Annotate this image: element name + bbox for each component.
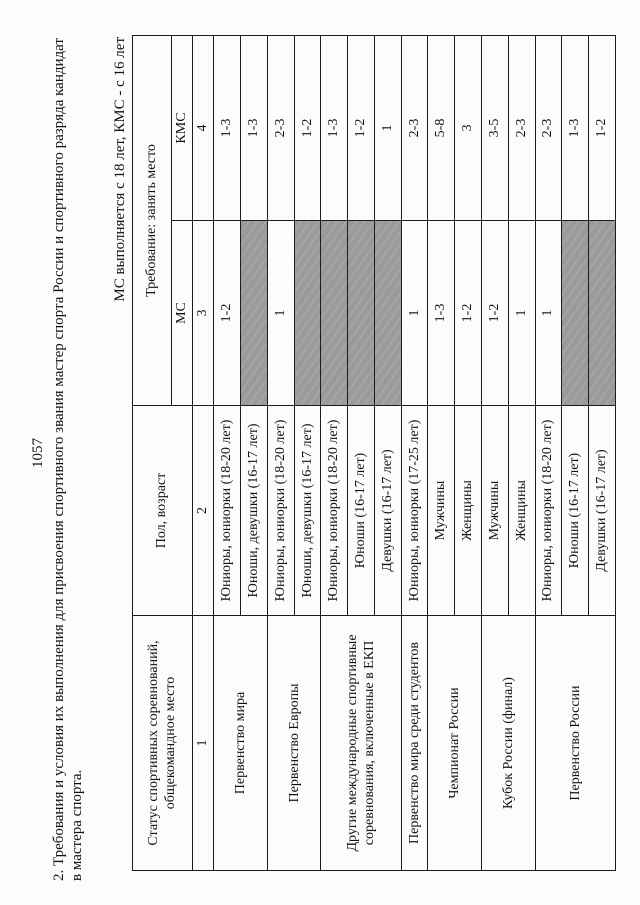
table-row [482, 35, 509, 870]
ms-cell-shaded [321, 220, 348, 405]
ms-cell-shaded [589, 220, 616, 405]
ms-cell-shaded [241, 220, 268, 405]
status-cell: Первенство мира [214, 615, 268, 870]
header-kms: КМС [171, 35, 192, 220]
gender-age-cell: Юниоры, юниорки (18-20 лет) [535, 405, 562, 615]
gender-age-cell: Юниоры, юниорки (18-20 лет) [214, 405, 241, 615]
header-row [133, 35, 172, 870]
column-number: 2 [192, 405, 213, 615]
kms-cell: 2-3 [535, 35, 562, 220]
table-row [401, 35, 428, 870]
ms-cell-shaded [374, 220, 401, 405]
status-cell: Первенство России [535, 615, 615, 870]
gender-age-cell: Юноши, девушки (16-17 лет) [294, 405, 321, 615]
kms-cell: 1 [374, 35, 401, 220]
status-cell: Другие международные спортивные соревнования, включенные в ЕКП [321, 615, 401, 870]
page-number: 1057 [30, 437, 46, 468]
kms-cell: 1-2 [294, 35, 321, 220]
kms-cell: 2-3 [401, 35, 428, 220]
gender-age-cell: Юниоры, юниорки (17-25 лет) [401, 405, 428, 615]
table-row [428, 35, 455, 870]
kms-cell: 1-3 [562, 35, 589, 220]
gender-age-cell: Юниоры, юниорки (18-20 лет) [267, 405, 294, 615]
header-ms: МС [171, 220, 192, 405]
ms-cell: 1 [535, 220, 562, 405]
ms-cell: 1 [401, 220, 428, 405]
column-number: 3 [192, 220, 213, 405]
ms-cell: 1-2 [214, 220, 241, 405]
kms-cell: 1-3 [214, 35, 241, 220]
column-number: 1 [192, 615, 213, 870]
header-gender-age: Пол, возраст [133, 405, 193, 615]
table-row [267, 35, 294, 870]
age-note: МС выполняется с 18 лет, КМС - с 16 лет [112, 36, 128, 302]
ms-cell: 1 [267, 220, 294, 405]
table-body [133, 35, 616, 870]
column-number: 4 [192, 35, 213, 220]
kms-cell: 3 [455, 35, 482, 220]
status-cell: Кубок России (финал) [482, 615, 536, 870]
table-row [535, 35, 562, 870]
requirements-table [132, 35, 616, 871]
kms-cell: 1-3 [321, 35, 348, 220]
gender-age-cell: Девушки (16-17 лет) [589, 405, 616, 615]
column-number-row [192, 35, 213, 870]
kms-cell: 2-3 [508, 35, 535, 220]
kms-cell: 5-8 [428, 35, 455, 220]
header-status: Статус спортивных соревнований, общекомандное место [133, 615, 193, 870]
gender-age-cell: Юниоры, юниорки (18-20 лет) [321, 405, 348, 615]
kms-cell: 3-5 [482, 35, 509, 220]
ms-cell: 1 [508, 220, 535, 405]
gender-age-cell: Юноши (16-17 лет) [348, 405, 375, 615]
gender-age-cell: Юноши, девушки (16-17 лет) [241, 405, 268, 615]
kms-cell: 1-2 [589, 35, 616, 220]
rotated-content [14, 13, 626, 893]
gender-age-cell: Мужчины [428, 405, 455, 615]
gender-age-cell: Девушки (16-17 лет) [374, 405, 401, 615]
table-row [321, 35, 348, 870]
gender-age-cell: Юноши (16-17 лет) [562, 405, 589, 615]
gender-age-cell: Женщины [455, 405, 482, 615]
status-cell: Чемпионат России [428, 615, 482, 870]
table-row [214, 35, 241, 870]
kms-cell: 1-3 [241, 35, 268, 220]
ms-cell-shaded [348, 220, 375, 405]
kms-cell: 2-3 [267, 35, 294, 220]
kms-cell: 1-2 [348, 35, 375, 220]
section-heading: 2. Требования и условия их выполнения для присвоения спортивного звания мастер спорта России и спортивного разряда кандидат в мастера спорта. [51, 37, 85, 881]
ms-cell: 1-3 [428, 220, 455, 405]
ms-cell: 1-2 [455, 220, 482, 405]
status-cell: Первенство Европы [267, 615, 321, 870]
ms-cell-shaded [294, 220, 321, 405]
gender-age-cell: Мужчины [482, 405, 509, 615]
status-cell: Первенство мира среди студентов [401, 615, 428, 870]
gender-age-cell: Женщины [508, 405, 535, 615]
ms-cell-shaded [562, 220, 589, 405]
header-requirement: Требование: занять место [133, 35, 172, 405]
ms-cell: 1-2 [482, 220, 509, 405]
